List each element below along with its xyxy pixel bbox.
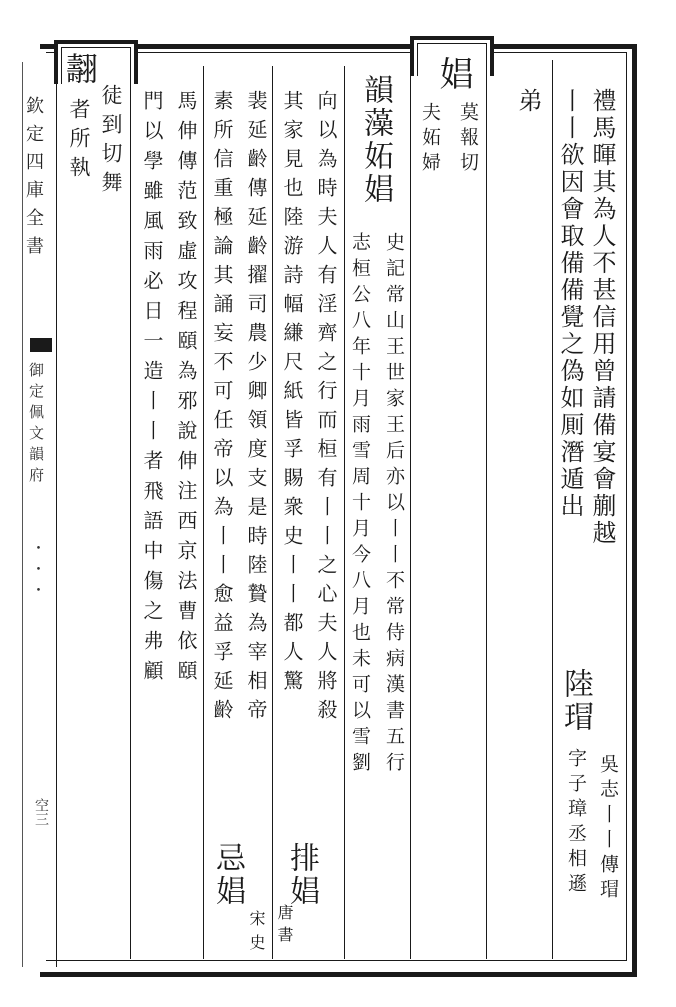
text-column-3: 弟 bbox=[514, 88, 542, 115]
column-rule bbox=[203, 66, 204, 959]
text-column-11: 素所信重極論其誦妄不可任帝以為丨丨愈益孚延齡 bbox=[210, 90, 234, 728]
column-rule bbox=[130, 60, 131, 959]
headword-tao: 翿 bbox=[61, 52, 99, 87]
text-column-7: 志桓公八年十月雨雪周十月今八月也未可以雪劉 bbox=[349, 232, 371, 778]
text-column-8: 向以為時夫人有淫齊之行而桓有丨丨之心夫人將殺 bbox=[314, 90, 338, 728]
spine-title: 欽定四庫全書 bbox=[23, 96, 44, 264]
source-tang-shu: 唐書 bbox=[275, 904, 294, 948]
column-rule bbox=[552, 60, 553, 959]
headword-chang: 娼 bbox=[433, 56, 473, 93]
text-column-1: 禮馬暉其為人不甚信用曾請備宴會蒯越 bbox=[588, 88, 616, 547]
column-rule bbox=[344, 66, 345, 959]
headword-lu-mao: 陸瑁 bbox=[558, 668, 593, 734]
text-column-9: 其家見也陸游詩幅縑尺紙皆孚賜衆史丨丨都人驚 bbox=[280, 90, 304, 699]
spine-dots: ・・・ bbox=[29, 540, 47, 603]
spine-subtitle: 御定佩文韻府 bbox=[27, 362, 45, 488]
yunzao-dujiang: 韻藻妬娼 bbox=[358, 74, 393, 206]
text-column-13: 門以學雖風雨必日一造丨丨者飛語中傷之弗顧 bbox=[140, 90, 164, 690]
headword-chang-gloss: 夫妬婦 bbox=[419, 102, 441, 177]
headword-tao-gloss: 者所執 bbox=[67, 98, 91, 185]
column-rule bbox=[410, 60, 411, 959]
text-column-2: 丨丨欲因會取備備覺之偽如厠潛遁出 bbox=[556, 88, 584, 520]
headword-chang-reading: 莫報切 bbox=[457, 102, 479, 177]
text-column-10: 裴延齡傳延齡擢司農少卿領度支是時陸贄為宰相帝 bbox=[244, 90, 268, 728]
source-song: 宋 bbox=[247, 910, 266, 932]
page-number: 空三 bbox=[33, 798, 49, 826]
column-rule bbox=[272, 66, 273, 959]
headword-ji-chang: 忌娼 bbox=[210, 842, 245, 908]
annotation-lu-mao-a: 吳志丨丨傳瑁 bbox=[597, 754, 619, 904]
source-shi: 史 bbox=[247, 934, 266, 956]
text-column-12: 馬伸傳范致虛攻程頤為邪說伸注西京法曹依頤 bbox=[174, 90, 198, 690]
text-column-6: 史記常山王世家王后亦以丨丨不常侍病漢書五行 bbox=[383, 232, 405, 778]
column-rule bbox=[486, 60, 487, 959]
headword-tao-reading: 徒到切舞 bbox=[99, 84, 123, 200]
annotation-lu-mao-b: 字子璋丞相遜 bbox=[565, 748, 587, 898]
headword-pai-chang: 排娼 bbox=[284, 842, 319, 908]
